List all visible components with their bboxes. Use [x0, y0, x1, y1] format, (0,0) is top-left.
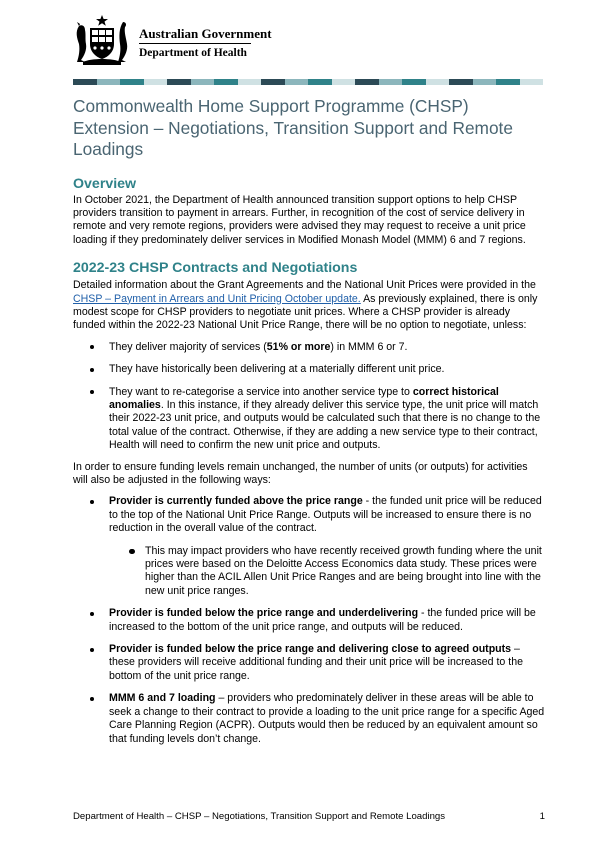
- stripe-segment: [379, 79, 403, 85]
- list-item: Provider is currently funded above the price range - the funded unit price will be reduced to the top of the National Unit Price Range. Outputs will be increased to ensure there is no reduction in the overall value of the contract. This may impact providers who have recently received growth funding where the unit prices were based on the Deloitte Access Economics data study. These prices were higher than the ACIL Allen Unit Price Ranges and are being brought into line with the new unit price ranges.: [73, 495, 545, 598]
- list-item: Provider is funded below the price range and underdelivering - the funded price will be increased to the bottom of the unit price range, and outputs will be reduced.: [73, 607, 545, 634]
- list-item: MMM 6 and 7 loading – providers who predominately deliver in these areas will be able to seek a change to their contract to provide a loading to the unit price range for a specific Aged Care Planning Region (ACPR). Outputs would then be reduced by an equivalent amount so that funding levels don’t change.: [73, 692, 545, 746]
- bold-emphasis: Provider is funded below the price range and delivering close to agreed outputs: [109, 643, 512, 656]
- negotiation-conditions-list: [73, 341, 545, 453]
- page-number: 1: [539, 811, 545, 822]
- stripe-segment: [73, 79, 97, 85]
- intro-text-end: As previously explained, there is only modest scope for CHSP providers to negotiate unit prices. Where a CHSP provider is already funded within the 2022-23 National Unit Price Range, there will be no option to negotiate, unless:: [73, 292, 538, 332]
- list-item: They want to re-categorise a service into another service type to correct historical anomalies. In this instance, if they already deliver this service type, the unit price will match their 2022-23 unit price, and outputs would be calculated such that there is no change to the total value of the contract. Otherwise, if they are adding a new service type to their contract, Health will need to confirm the new unit price and outputs.: [73, 386, 545, 453]
- stripe-segment: [214, 79, 238, 85]
- adjustment-list: [73, 495, 545, 746]
- header-stripe: [73, 79, 543, 85]
- stripe-segment: [449, 79, 473, 85]
- contracts-intro-paragraph: [73, 279, 545, 333]
- stripe-segment: [402, 79, 426, 85]
- coat-of-arms-logo: [73, 14, 131, 66]
- bold-emphasis: Provider is currently funded above the price range: [109, 495, 363, 508]
- stripe-segment: [332, 79, 356, 85]
- footer-text: Department of Health – CHSP – Negotiations, Transition Support and Remote Loadings: [73, 811, 446, 822]
- bold-emphasis: MMM 6 and 7 loading: [109, 692, 216, 705]
- list-item: Provider is funded below the price range and delivering close to agreed outputs – these providers will receive additional funding and their unit price will be increased to the bottom of the unit price range.: [73, 643, 545, 683]
- stripe-segment: [238, 79, 262, 85]
- stripe-segment: [261, 79, 285, 85]
- sub-list: [73, 545, 545, 599]
- list-item: They deliver majority of services (51% or more) in MMM 6 or 7.: [73, 341, 545, 354]
- intro-text-start: Detailed information about the Grant Agreements and the National Unit Prices were provided in the: [73, 279, 536, 292]
- stripe-segment: [285, 79, 309, 85]
- government-branding: [139, 26, 272, 60]
- page-footer: [73, 811, 545, 823]
- stripe-segment: [473, 79, 497, 85]
- bold-emphasis: 51% or more: [266, 340, 331, 353]
- government-name: Australian Government: [139, 26, 272, 41]
- stripe-segment: [191, 79, 215, 85]
- stripe-segment: [308, 79, 332, 85]
- contracts-heading: 2022-23 CHSP Contracts and Negotiations: [73, 260, 358, 277]
- sub-list-item: This may impact providers who have recently received growth funding where the unit prices were based on the Deloitte Access Economics data study. These prices were higher than the ACIL Allen Unit Price Ranges and are being brought into line with the new unit price ranges.: [73, 545, 545, 599]
- stripe-segment: [120, 79, 144, 85]
- stripe-segment: [496, 79, 520, 85]
- overview-heading: Overview: [73, 175, 137, 192]
- bold-emphasis: Provider is funded below the price range and underdelivering: [109, 607, 419, 620]
- stripe-segment: [520, 79, 544, 85]
- branding-divider: [139, 43, 251, 44]
- adjustment-paragraph: In order to ensure funding levels remain unchanged, the number of units (or outputs) for activities will also be adjusted in the following ways:: [73, 460, 528, 486]
- stripe-segment: [355, 79, 379, 85]
- department-name: Department of Health: [139, 47, 247, 59]
- bold-emphasis: correct historical anomalies: [109, 385, 499, 411]
- stripe-segment: [144, 79, 168, 85]
- overview-paragraph: In October 2021, the Department of Health announced transition support options to help CHSP providers transition to payment in arrears. Further, in recognition of the cost of service delivery in remote and very remote regions, providers were advised they may request to receive a unit price loading if they predominately deliver services in Modified Monash Model (MMM) 6 and 7 regions.: [73, 193, 526, 246]
- stripe-segment: [426, 79, 450, 85]
- stripe-segment: [97, 79, 121, 85]
- page-header: [73, 10, 543, 72]
- stripe-segment: [167, 79, 191, 85]
- list-item: They have historically been delivering at a materially different unit price.: [73, 363, 545, 376]
- payment-in-arrears-update-link[interactable]: CHSP – Payment in Arrears and Unit Pricing October update.: [73, 292, 361, 305]
- document-body: [73, 96, 545, 746]
- page-title: Commonwealth Home Support Programme (CHSP) Extension – Negotiations, Transition Support and Remote Loadings: [73, 96, 513, 159]
